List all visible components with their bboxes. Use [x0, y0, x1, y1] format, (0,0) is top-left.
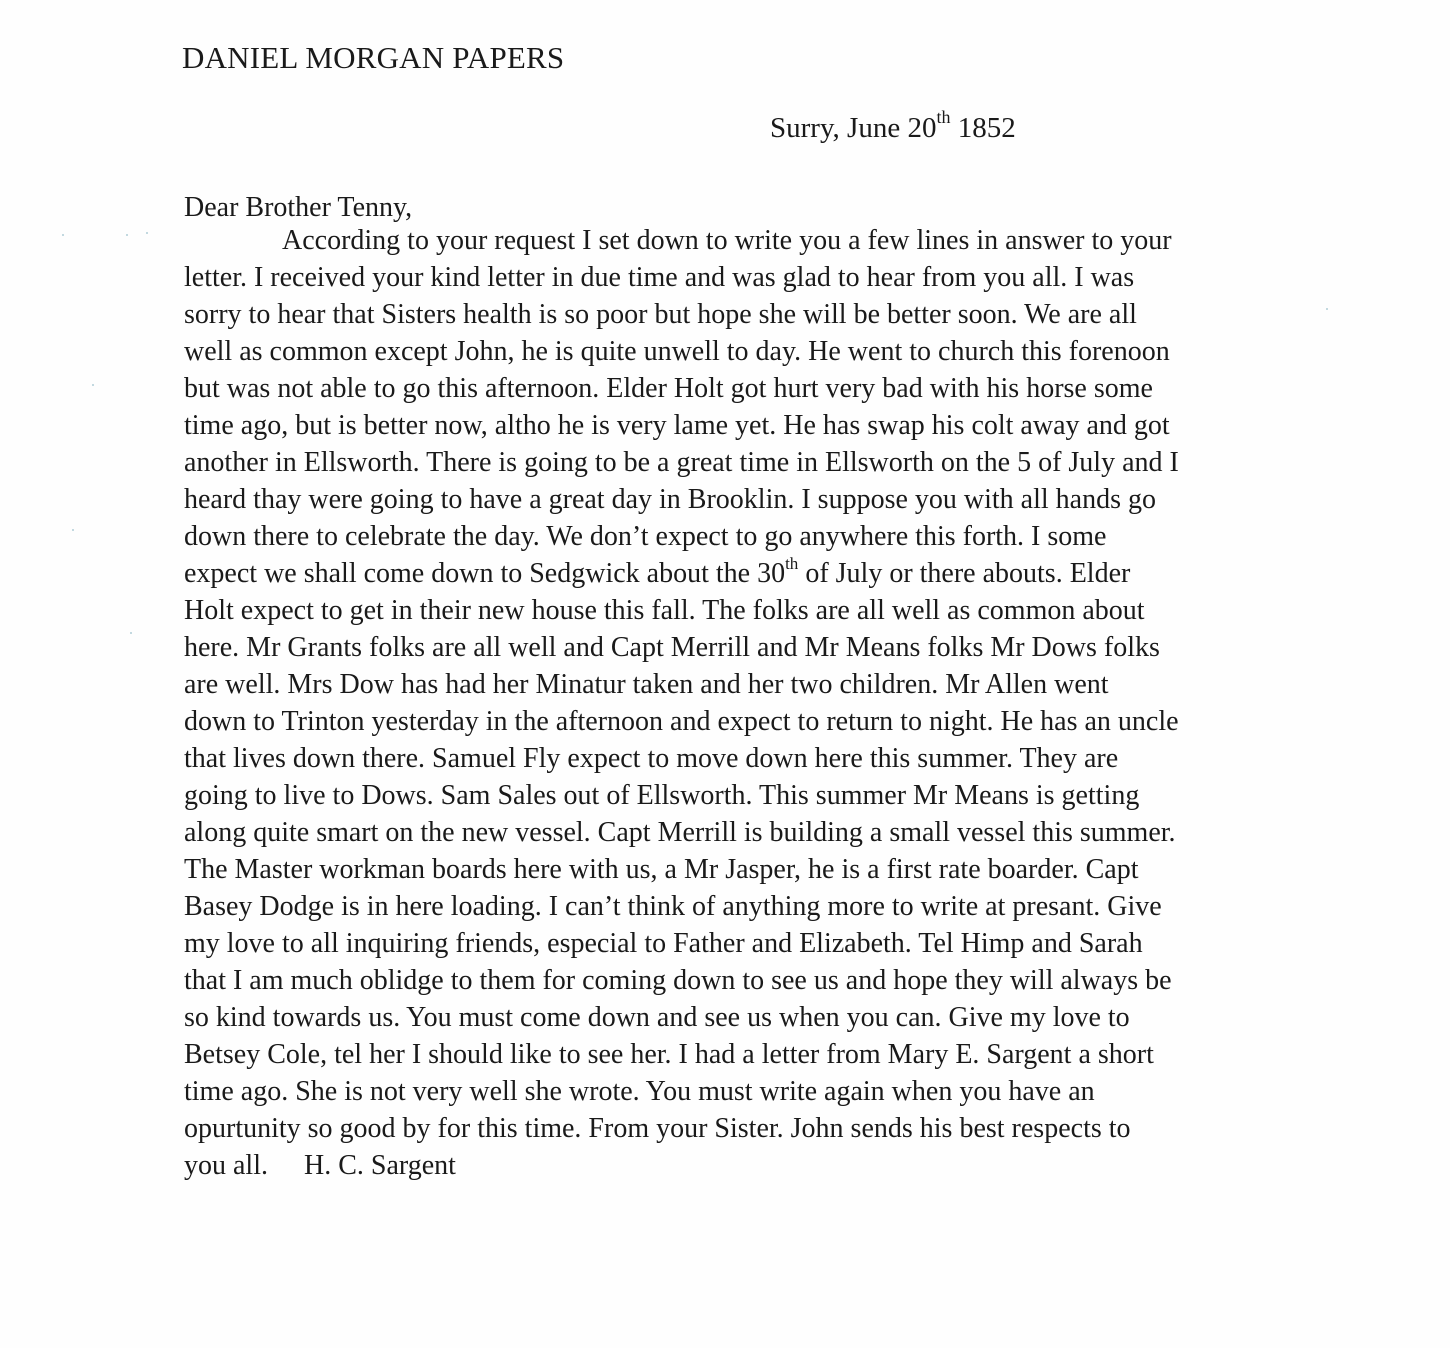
letter-line: down there to celebrate the day. We don’t expect to go anywhere this forth. I some — [184, 521, 1107, 552]
dateline-ordinal: th — [936, 107, 951, 127]
ordinal-superscript: th — [785, 554, 799, 573]
letter-line: my love to all inquiring friends, especial to Father and Elizabeth. Tel Himp and Sarah — [184, 928, 1143, 959]
letter-body — [184, 222, 1364, 1184]
letter-dateline — [770, 107, 1016, 145]
letter-line: but was not able to go this afternoon. Elder Holt got hurt very bad with his horse some — [184, 373, 1153, 404]
collection-title: DANIEL MORGAN PAPERS — [182, 40, 565, 75]
letter-line: well as common except John, he is quite unwell to day. He went to church this forenoon — [184, 336, 1170, 367]
letter-signature: H. C. Sargent — [304, 1150, 456, 1181]
scan-speck — [1326, 308, 1328, 310]
letter-line — [184, 555, 1364, 592]
letter-line: The Master workman boards here with us, a Mr Jasper, he is a first rate boarder. Capt — [184, 854, 1139, 885]
scan-speck — [146, 232, 148, 234]
letter-line-text-continued: of July or there abouts. Elder — [798, 558, 1131, 589]
letter-line: down to Trinton yesterday in the afternoon and expect to return to night. He has an uncle — [184, 706, 1179, 737]
letter-line: letter. I received your kind letter in due time and was glad to hear from you all. I was — [184, 262, 1135, 293]
letter-closing: you all. — [184, 1150, 268, 1181]
letter-line: Basey Dodge is in here loading. I can’t think of anything more to write at presant. Give — [184, 891, 1162, 922]
scan-speck — [72, 529, 74, 531]
letter-line: opurtunity so good by for this time. From your Sister. John sends his best respects to — [184, 1113, 1131, 1144]
dateline-year: 1852 — [957, 112, 1016, 144]
letter-line: sorry to hear that Sisters health is so poor but hope she will be better soon. We are all — [184, 299, 1137, 330]
letter-line: another in Ellsworth. There is going to be a great time in Ellsworth on the 5 of July and I — [184, 447, 1179, 478]
letter-line: time ago. She is not very well she wrote. You must write again when you have an — [184, 1076, 1095, 1107]
scan-speck — [62, 234, 64, 236]
letter-line: here. Mr Grants folks are all well and Capt Merrill and Mr Means folks Mr Dows folks — [184, 632, 1160, 663]
letter-line: Holt expect to get in their new house this fall. The folks are all well as common about — [184, 595, 1145, 626]
letter-line-text: expect we shall come down to Sedgwick about the 30 — [184, 558, 786, 589]
scan-speck — [130, 632, 132, 634]
letter-line: are well. Mrs Dow has had her Minatur taken and her two children. Mr Allen went — [184, 669, 1109, 700]
letter-salutation: Dear Brother Tenny, — [184, 192, 413, 223]
letter-line: heard thay were going to have a great day in Brooklin. I suppose you with all hands go — [184, 484, 1156, 515]
scan-speck — [92, 384, 94, 386]
letter-line — [184, 1147, 1364, 1184]
letter-line: along quite smart on the new vessel. Capt Merrill is building a small vessel this summer. — [184, 817, 1176, 848]
letter-line: According to your request I set down to write you a few lines in answer to your — [282, 225, 1172, 256]
letter-line: Betsey Cole, tel her I should like to see her. I had a letter from Mary E. Sargent a short — [184, 1039, 1154, 1070]
letter-line: that I am much oblidge to them for coming down to see us and hope they will always be — [184, 965, 1172, 996]
letter-line: that lives down there. Samuel Fly expect to move down here this summer. They are — [184, 743, 1119, 774]
scan-speck — [126, 234, 128, 236]
dateline-place-date: Surry, June 20 — [770, 112, 937, 144]
letter-line: going to live to Dows. Sam Sales out of Ellsworth. This summer Mr Means is getting — [184, 780, 1140, 811]
letter-line: so kind towards us. You must come down and see us when you can. Give my love to — [184, 1002, 1130, 1033]
letter-line: time ago, but is better now, altho he is very lame yet. He has swap his colt away and got — [184, 410, 1170, 441]
